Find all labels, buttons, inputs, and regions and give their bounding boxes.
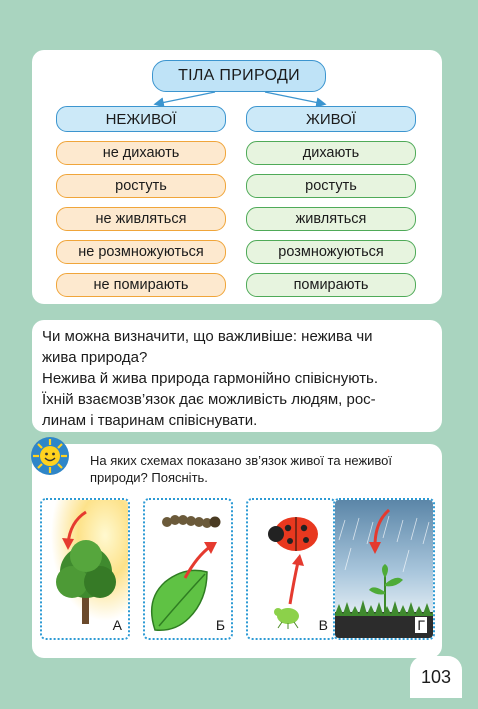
figure-label: В — [318, 617, 328, 633]
arrow-to-nonliving — [156, 92, 215, 104]
arrow-to-living — [265, 92, 324, 104]
living-item: дихають — [246, 141, 416, 165]
living-item: живляться — [246, 207, 416, 231]
nonliving-header: НЕЖИВОЇ — [56, 106, 226, 132]
figure-d — [333, 498, 435, 640]
living-item: ростуть — [246, 174, 416, 198]
page-number: 103 — [410, 656, 462, 698]
figure-label: Б — [215, 617, 225, 633]
nonliving-item: ростуть — [56, 174, 226, 198]
nonliving-item: не помирають — [56, 273, 226, 297]
figure-label: А — [112, 617, 122, 633]
figure-c — [246, 498, 336, 640]
paragraph-line: Нежива й жива природа гармонійно співіснують. — [42, 370, 379, 387]
diagram-title: ТІЛА ПРИРОДИ — [152, 60, 326, 92]
nonliving-item: не живляться — [56, 207, 226, 231]
paragraph-line: жива природа? — [42, 349, 148, 366]
living-item: помирають — [246, 273, 416, 297]
living-item: розмножуються — [246, 240, 416, 264]
nonliving-item: не дихають — [56, 141, 226, 165]
sun-badge-icon — [30, 436, 70, 476]
living-header: ЖИВОЇ — [246, 106, 416, 132]
nonliving-item: не розмножуються — [56, 240, 226, 264]
figure-b — [143, 498, 233, 640]
figure-a — [40, 498, 130, 640]
figure-label: Г — [417, 617, 425, 633]
task-question: На яких схемах показано зв’язок живої та неживої природи? Поясніть. — [90, 453, 393, 485]
paragraph-line: Їхній взаємозв’язок дає можливість людям, рос- — [42, 391, 376, 408]
paragraph-line: Чи можна визначити, що важливіше: нежива чи — [42, 328, 373, 345]
paragraph-line: линам і тваринам співіснувати. — [42, 412, 258, 429]
